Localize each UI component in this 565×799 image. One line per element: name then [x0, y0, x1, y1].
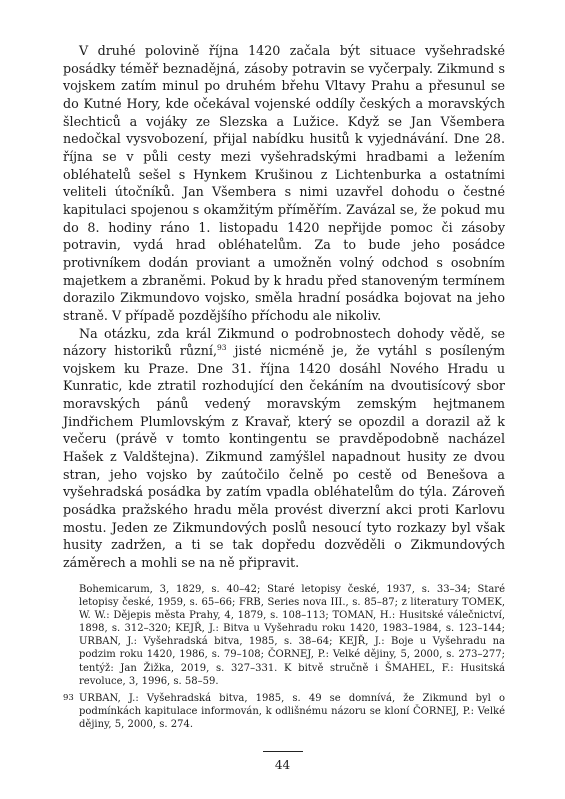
footnotes	[63, 583, 505, 731]
page-number-rule	[263, 751, 303, 752]
paragraph-1-text: V druhé polovině října 1420 začala být situace vyšehradské posádky téměř beznadějná, zásoby potravin se vyčerpaly. Zikmund s vojskem zatím minul po druhém břehu Vltavy Prahu a přesunul se do Kutné Hory, kde očekával vojenské oddíly českých a moravských šlechticů a vojáky ze Slezska a Lužice. Když se Jan Všembera nedočkal vysvobození, přijal nabídku husitů k vyjednávání. Dne 28. října se v půli cesty mezi vyšehradskými hradbami a ležením obléhatelů sešel s Hynkem Krušinou z Lichtenburka a ostatními veliteli útočníků. Jan Všembera s nimi uzavřel dohodu o čestné kapitulaci spojenou s okamžitým příměřím. Zavázal se, že pokud mu do 8. hodiny ráno 1. listopadu 1420 nepřijde pomoc či zásoby potravin, vydá hrad obléhatelům. Za to bude jeho posádce protivníkem dodán proviant a umožněn volný odchod s osobním majetkem a zbraněmi. Pokud by k hradu před stanoveným termínem dorazilo Zikmundovo vojsko, směla hradní posádka bojovat na jeho straně. V případě pozdějšího příchodu ale nikoliv.	[63, 43, 505, 323]
paragraph-2-text-before-note: Na otázku, zda král Zikmund o podrobnostech dohody vědě, se názory historiků různí,	[63, 325, 505, 359]
footnote-number: 93	[63, 692, 74, 703]
footnote-text: URBAN, J.: Vyšehradská bitva, 1985, s. 49 se domnívá, že Zikmund byl o podmínkách kapitulace informován, k odlišnému názoru se kloní ČORNEJ, P.: Velké dějiny, 5, 2000, s. 274.	[79, 692, 505, 730]
footnote-93	[63, 692, 505, 731]
page-number: 44	[274, 758, 291, 772]
paragraph-2	[63, 325, 505, 572]
footnote-continuation: Bohemicarum, 3, 1829, s. 40–42; Staré letopisy české, 1937, s. 33–34; Staré letopisy české, 1959, s. 65–66; FRB, Series nova III., s. 85–87; z literatury TOMEK, W. W.: Dějepis města Prahy, 4, 1879, s. 108–113; TOMAN, H.: Husitské válečnictví, 1898, s. 312–320; KEJŘ, J.: Bitva u Vyšehradu roku 1420, 1983–1984, s. 123–144; URBAN, J.: Vyšehradská bitva, 1985, s. 38–64; KEJŘ, J.: Boje u Vyšehradu na podzim roku 1420, 1986, s. 79–108; ČORNEJ, P.: Velké dějiny, 5, 2000, s. 273–277; tentýž: Jan Žižka, 2019, s. 327–331. K bitvě stručně i ŠMAHEL, F.: Husitská revoluce, 3, 1996, s. 58–59.	[79, 584, 505, 687]
paragraph-2-text-after-note: jisté nicméně je, že vytáhl s posíleným vojskem ku Praze. Dne 31. října 1420 dosáhl Nového Hradu u Kunratic, kde ztratil rozhodující den čekáním na dvoutisícový sbor moravských pánů vedený moravským zemským hejtmanem Jindřichem Plumlovským z Kravař, který se opozdil a dorazil až k večeru (právě v tomto kontingentu se pravděpodobně nacházel Hašek z Valdštejna). Zikmund zamýšlel napadnout husity ze dvou stran, jeho vojsko by zaútočilo čelně po cestě od Benešova a vyšehradská posádka by zatím vpadla obléhatelům do týla. Zároveň posádka pražského hradu měla provést diverzní akci proti Karlovu mostu. Jeden ze Zikmundových poslů nesoucí tyto rozkazy byl však husity zadržen, a ti se tak dopředu dozvěděli o Zikmundových záměrech a mohli se na ně připravit.	[63, 343, 505, 571]
paragraph-1	[63, 42, 505, 325]
main-text	[63, 42, 505, 572]
footnote-ref-93[interactable]: 93	[216, 343, 227, 353]
